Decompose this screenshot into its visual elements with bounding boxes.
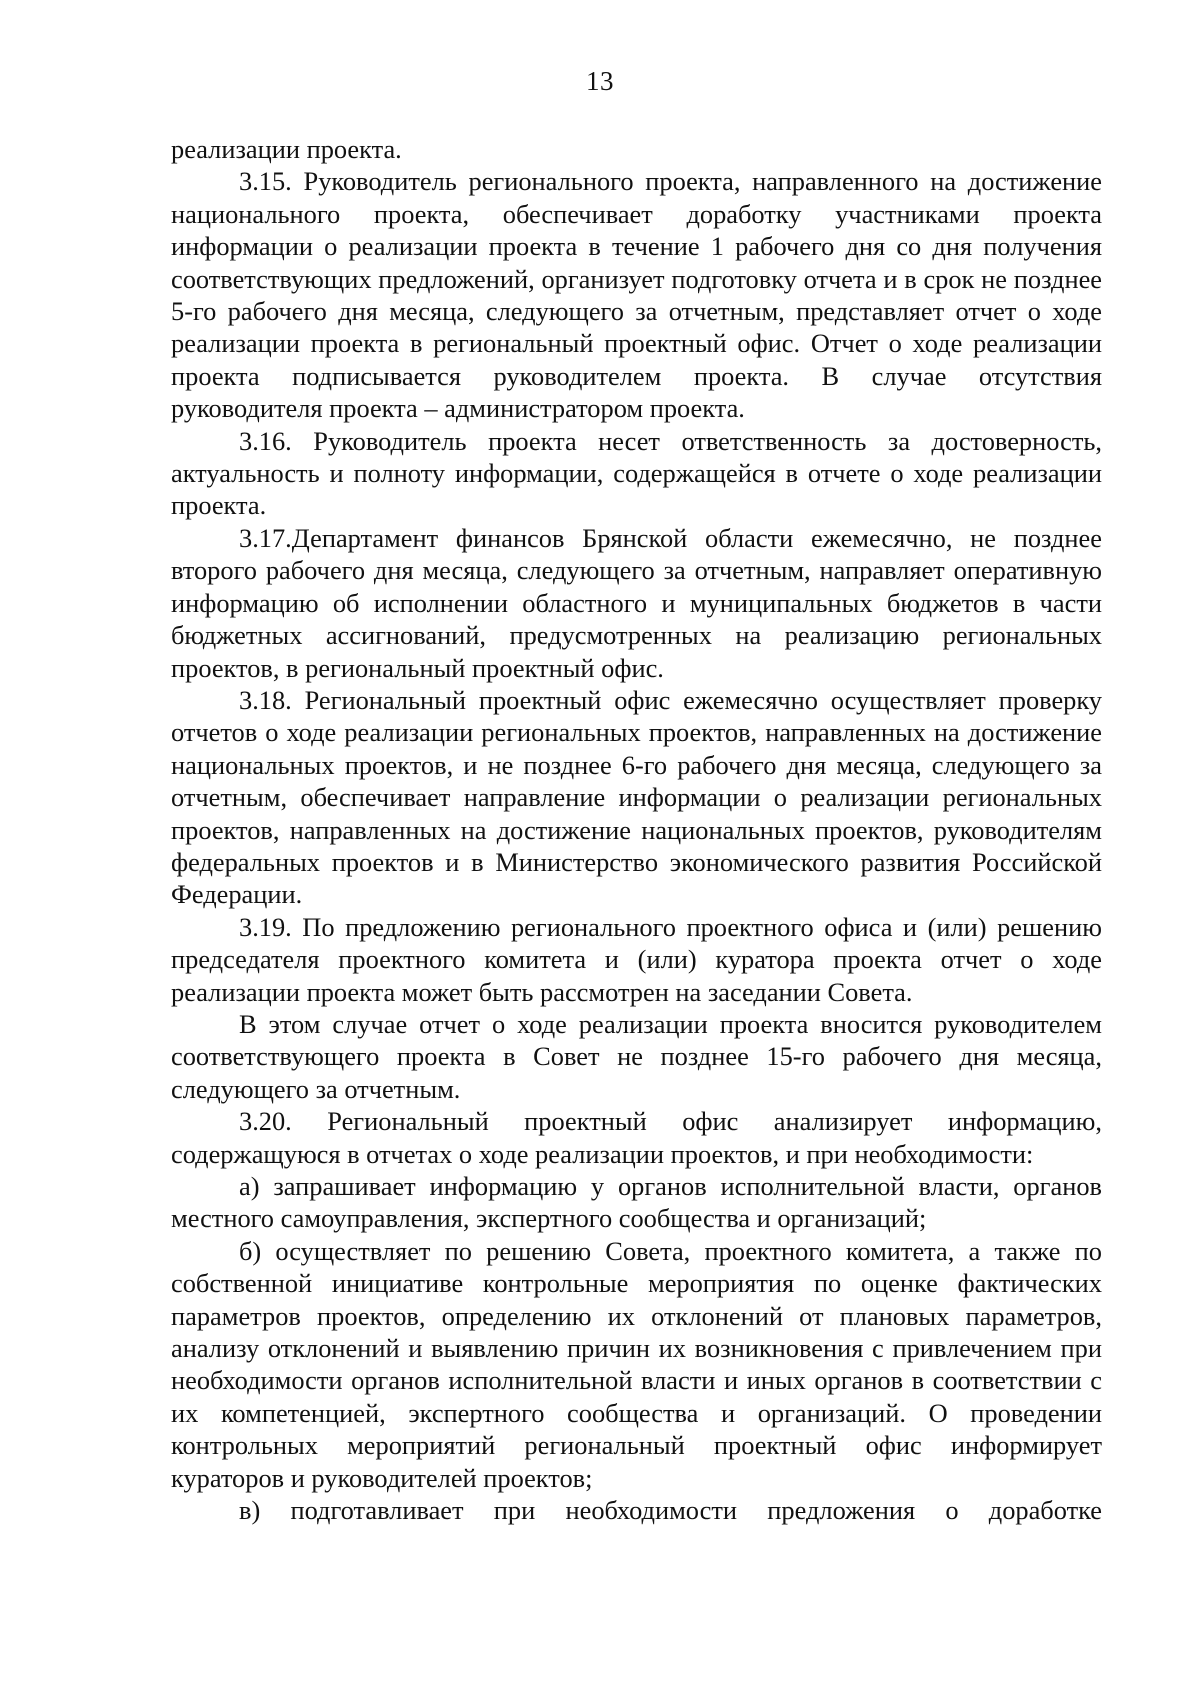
paragraph-3-20: 3.20. Региональный проектный офис анализирует информацию, содержащуюся в отчетах о ходе реализации проектов, и при необходимости: [171, 1106, 1102, 1169]
page-number: 13 [586, 66, 614, 96]
paragraph-3-18: 3.18. Региональный проектный офис ежемесячно осуществляет проверку отчетов о ходе реализации региональных проектов, направленных на достижение национальных проектов, и не позднее 6-го рабочего дня месяца, следующего за отчетным, обеспечивает направление информации о реализации региональных проектов, направленных на достижение национальных проектов, руководителям федеральных проектов и в Министерство экономического развития Российской Федерации. [171, 684, 1102, 910]
paragraph-3-19: 3.19. По предложению регионального проектного офиса и (или) решению председателя проектного комитета и (или) куратора проекта отчет о ходе реализации проекта может быть рассмотрен на заседании Совета. [171, 911, 1102, 1007]
paragraph-3-19-council: В этом случае отчет о ходе реализации проекта вносится руководителем соответствующего проекта в Совет не позднее 15-го рабочего дня месяца, следующего за отчетным. [171, 1008, 1102, 1104]
paragraph-3-17: 3.17.Департамент финансов Брянской области ежемесячно, не позднее второго рабочего дня месяца, следующего за отчетным, направляет оперативную информацию об исполнении областного и муниципальных бюджетов в части бюджетных ассигнований, предусмотренных на реализацию региональных проектов, в региональный проектный офис. [171, 522, 1102, 683]
list-item-a: а) запрашивает информацию у органов исполнительной власти, органов местного самоуправления, экспертного сообщества и организаций; [171, 1171, 1102, 1234]
paragraph-continuation: реализации проекта. [171, 134, 402, 164]
document-body [171, 133, 1102, 1526]
paragraph-3-15: 3.15. Руководитель регионального проекта, направленного на достижение национального проекта, обеспечивает доработку участниками проекта информации о реализации проекта в течение 1 рабочего дня со дня получения соответствующих предложений, организует подготовку отчета и в срок не позднее 5-го рабочего дня месяца, следующего за отчетным, представляет отчет о ходе реализации проекта в региональный проектный офис. Отчет о ходе реализации проекта подписывается руководителем проекта. В случае отсутствия руководителя проекта – администратором проекта. [171, 166, 1102, 424]
paragraph-3-16: 3.16. Руководитель проекта несет ответственность за достоверность, актуальность и полноту информации, содержащейся в отчете о ходе реализации проекта. [171, 425, 1102, 521]
list-item-v: в) подготавливает при необходимости предложения о доработке [239, 1495, 1102, 1526]
list-item-b: б) осуществляет по решению Совета, проектного комитета, а также по собственной инициативе контрольные мероприятия по оценке фактических параметров проектов, определению их отклонений от плановых параметров, анализу отклонений и выявлению причин их возникновения с привлечением при необходимости органов исполнительной власти и иных органов в соответствии с их компетенцией, экспертного сообщества и организаций. О проведении контрольных мероприятий региональный проектный офис информирует кураторов и руководителей проектов; [171, 1235, 1102, 1493]
